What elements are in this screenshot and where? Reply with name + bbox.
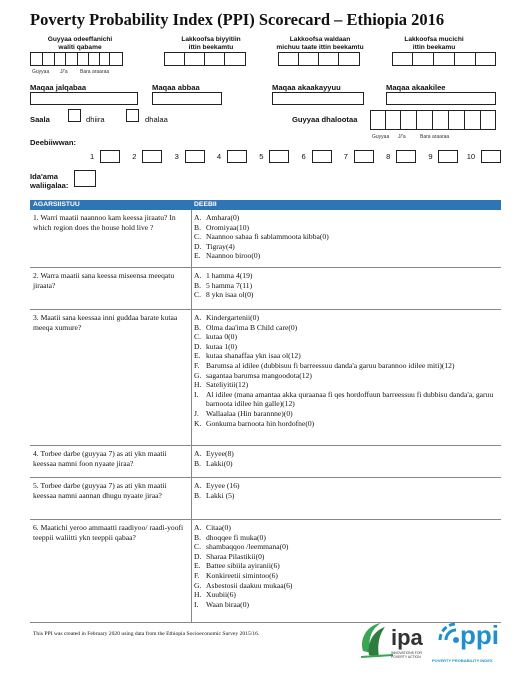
dob-sub-month: J/'a [398, 134, 406, 140]
ipa-logo [357, 619, 427, 663]
footer-note: This PPI was created in February 2020 using data from the Ethiopia Socioeconomic Survey 2015/16. [33, 631, 260, 637]
answer-option[interactable] [194, 380, 494, 390]
option-letter: C. [194, 290, 201, 300]
ppi-logo [432, 616, 508, 666]
answer-option[interactable] [194, 213, 494, 223]
answer-option[interactable] [194, 523, 494, 533]
answer-option[interactable] [194, 271, 494, 281]
option-text: Asbestosii daakuu mukaa(6) [206, 580, 293, 590]
answers-label: Deebiiwwan: [30, 138, 76, 147]
total-label-line: waliigalaa: [30, 181, 69, 190]
option-text: dhoqqee fi muka(0) [206, 532, 266, 542]
row-divider [30, 519, 501, 520]
option-letter: A. [194, 449, 202, 458]
question-text: 4. Torbee darbe (guyyaa 7) as ati ykn maatii keessaa namni foon nyaate jiraa? [33, 449, 167, 468]
answer-box[interactable] [481, 150, 501, 163]
header-field-country-id [166, 36, 256, 51]
page-title: Poverty Probability Index (PPI) Scorecard – Ethiopia 2016 [30, 10, 445, 29]
female-checkbox[interactable] [126, 109, 139, 122]
ipa-tagline [391, 651, 422, 659]
option-letter: B. [194, 322, 201, 332]
option-text: Al idilee (mana amantaa akka quraanaa fi qes hordoffuun barreessuu fi dubbisu danda'a, garuu barnoota idilee hin galle)(12) [206, 389, 494, 409]
male-label: dhiira [86, 115, 105, 124]
answer-options [194, 481, 494, 500]
father-name-label: Maqaa abbaa [152, 83, 200, 92]
question-text: 6. Maatichi yeroo ammaatti raadiyoo/ raadi-yoofi teeppii waliitti ykn teeppii qabaa? [33, 523, 184, 542]
answer-option[interactable] [194, 590, 494, 600]
answer-option[interactable] [194, 242, 494, 252]
first-name-label: Maqaa jalqabaa [30, 83, 87, 92]
answer-option[interactable] [194, 552, 494, 562]
header-field-child-id [394, 36, 474, 51]
answer-number-label: 3 [174, 152, 179, 161]
ppi-wordmark: ppi [460, 620, 499, 650]
total-score-label [30, 172, 68, 190]
question-text: 5. Torbee darbe (guyyaa 7) as ati ykn maatii keessaa namni aannan dhugu nyaate jiraa? [33, 481, 167, 500]
answer-box[interactable] [227, 150, 247, 163]
answer-option[interactable] [194, 332, 494, 342]
option-letter: G. [194, 580, 202, 590]
answer-option[interactable] [194, 223, 494, 233]
answer-option[interactable] [194, 481, 494, 491]
option-letter: B. [194, 280, 201, 290]
header-field-label: Guyyaa odeeffanichi [47, 36, 113, 43]
header-field-label: ittin beekamtu [188, 43, 234, 51]
date-of-birth-boxes[interactable] [370, 110, 496, 130]
answer-option[interactable] [194, 542, 494, 552]
answer-option[interactable] [194, 342, 494, 352]
answer-box[interactable] [312, 150, 332, 163]
date-sub-day: Guyyaa [32, 69, 50, 75]
sex-label: Saala [30, 115, 50, 124]
option-text: Wallaalaa (Hin barannne)(0) [206, 408, 293, 418]
col-answer-header: DEEBII [194, 201, 217, 208]
option-letter: E. [194, 561, 201, 571]
answer-option[interactable] [194, 561, 494, 571]
col-indicator-header: AGARSIISTUU [33, 201, 80, 208]
answer-option[interactable] [194, 390, 494, 409]
option-letter: E. [194, 351, 201, 361]
answer-option[interactable] [194, 581, 494, 591]
option-text: Eyyee (16) [206, 481, 240, 490]
answer-option[interactable] [194, 571, 494, 581]
answer-number-label: 9 [428, 152, 433, 161]
dob-sub-year: Bara araaraa [420, 134, 450, 140]
option-letter: H. [194, 590, 202, 600]
option-text: Olma daa'ima B Child care(0) [206, 322, 298, 332]
option-text: sagantaa barumsa mangoodota(12) [206, 370, 312, 380]
option-text: 5 hamma 7(11) [206, 280, 253, 290]
option-letter: A. [194, 271, 202, 280]
dob-sub-day: Guyyaa [372, 134, 390, 140]
option-text: Barumsa al idilee (dubbisuu fi barreessuu danda'a garuu barannoo idilee miti)(12) [206, 360, 455, 370]
option-text: Kindergartenii(0) [206, 313, 259, 322]
answer-option[interactable] [194, 491, 494, 501]
answer-option[interactable] [194, 533, 494, 543]
header-field-label: ittin beekamu [412, 43, 456, 51]
answer-option[interactable] [194, 232, 494, 242]
answer-option[interactable] [194, 351, 494, 361]
option-letter: E. [194, 251, 201, 261]
answer-option[interactable] [194, 449, 494, 459]
option-text: Konkireetii simintoo(6) [206, 570, 278, 580]
option-text: Battee sibiila ayiranii(6) [206, 561, 280, 571]
answer-options [194, 313, 494, 428]
answer-option[interactable] [194, 323, 494, 333]
answer-box[interactable] [396, 150, 416, 163]
header-field-label: waliti qabame [58, 43, 102, 51]
header-field-date-collected [36, 36, 124, 51]
answer-box[interactable] [269, 150, 289, 163]
option-text: Eyyee(8) [206, 449, 234, 458]
option-letter: B. [194, 458, 201, 468]
option-text: 1 hamma 4(19) [206, 271, 253, 280]
option-letter: A. [194, 213, 202, 222]
male-checkbox[interactable] [68, 109, 81, 122]
option-letter: A. [194, 313, 202, 322]
option-text: 8 ykn isaa ol(0) [206, 290, 254, 300]
option-letter: J. [194, 408, 199, 418]
answer-option[interactable] [194, 361, 494, 371]
answer-number-label: 8 [386, 152, 391, 161]
header-field-label: Lakkoofsa waldaan [289, 36, 351, 43]
answer-number-label: 4 [216, 152, 222, 161]
header-field-label: Lakkoofsa biyyitiin [181, 36, 241, 43]
answer-option[interactable] [194, 371, 494, 381]
option-letter: C. [194, 232, 201, 242]
answer-option[interactable] [194, 281, 494, 291]
date-sub-month: J/'a [60, 69, 68, 75]
ipa-wordmark: ipa [391, 625, 423, 650]
option-text: Sateliyitii(12) [206, 380, 249, 390]
answer-number-label: 7 [343, 152, 349, 161]
option-text: shambaqqoo /leemmana(0) [206, 542, 289, 552]
option-letter: I. [194, 389, 199, 399]
answer-options [194, 449, 494, 468]
option-text: Citaa(0) [206, 523, 231, 532]
option-letter: B. [194, 490, 201, 500]
answer-number-label: 5 [259, 152, 264, 161]
date-collected-boxes[interactable] [30, 52, 123, 66]
header-field-partner-id [270, 36, 370, 51]
answer-options [194, 523, 494, 609]
answer-option[interactable] [194, 419, 494, 429]
option-text: Lakki(0) [206, 458, 233, 468]
question-text: 1. Warri maatii naannoo kam keessa jiraatu? In which region does the house hold live ? [33, 213, 176, 232]
option-text: kutaa 0(0) [206, 332, 237, 342]
option-letter: B. [194, 222, 201, 232]
answer-options [194, 271, 494, 300]
table-header-bar [30, 200, 501, 210]
question-text: 2. Warra maatii sana keessa miseensa meeqatu jiraata? [33, 271, 175, 290]
option-letter: D. [194, 341, 202, 351]
row-divider [30, 445, 501, 446]
ipa-tagline-line: INNOVATIONS FOR [391, 651, 422, 655]
grandfather-name-field[interactable] [272, 92, 364, 105]
option-text: Naannoo biroo(0) [206, 251, 261, 261]
option-letter: F. [194, 570, 200, 580]
option-letter: K. [194, 418, 202, 428]
answer-box[interactable] [100, 150, 120, 163]
answer-box[interactable] [438, 150, 458, 163]
answer-box[interactable] [354, 150, 374, 163]
option-text: Naannoo sabaa fi sablammoota kibba(0) [206, 232, 329, 242]
option-letter: D. [194, 551, 202, 561]
answer-number-label: 1 [90, 152, 95, 161]
option-text: Gonkuma barnoota hin hordofne(0) [206, 418, 315, 428]
answer-number-label: 2 [132, 152, 137, 161]
option-letter: H. [194, 380, 202, 390]
answer-box[interactable] [142, 150, 162, 163]
option-text: kutaa 1(0) [206, 341, 237, 351]
option-letter: G. [194, 370, 202, 380]
option-text: kutaa shanaffaa ykn isaa ol(12) [206, 351, 301, 361]
row-divider [30, 477, 501, 478]
option-letter: I. [194, 599, 199, 609]
option-text: Amhara(0) [206, 213, 240, 222]
option-letter: A. [194, 523, 202, 532]
option-text: Lakki (5) [206, 490, 235, 500]
option-text: Tigray(4) [206, 241, 235, 251]
table-column-divider [191, 210, 192, 622]
option-letter: B. [194, 532, 201, 542]
option-text: Xuubii(6) [206, 590, 236, 600]
total-score-field[interactable] [74, 170, 96, 187]
answer-box[interactable] [185, 150, 205, 163]
question-text: 3. Maatii sana keessaa inni guddaa barate kutaa meeqa xumure? [33, 313, 178, 332]
answer-number-label: 10 [466, 152, 476, 161]
country-id-boxes[interactable] [164, 52, 246, 66]
answer-option[interactable] [194, 409, 494, 419]
row-divider [30, 309, 501, 310]
first-name-field[interactable] [30, 92, 138, 105]
date-sub-year: Bara araaraa [80, 69, 110, 75]
option-letter: C. [194, 332, 201, 342]
grandfather-name-label: Maqaa akaakayyuu [272, 83, 341, 92]
option-letter: A. [194, 481, 202, 490]
answer-options [194, 213, 494, 261]
great-grandfather-name-label: Maqaa akaakilee [386, 83, 446, 92]
option-text: Sharaa Pilastikii(0) [206, 551, 265, 561]
option-text: Waan biraa(0) [206, 599, 250, 609]
header-field-label: michuu taate ittin beekamtu [276, 43, 364, 51]
answer-option[interactable] [194, 251, 494, 261]
partner-id-boxes[interactable] [278, 52, 360, 66]
child-id-boxes[interactable] [392, 52, 496, 66]
header-field-label: Lakkoofsa mucichi [404, 36, 464, 43]
option-letter: D. [194, 241, 202, 251]
answer-option[interactable] [194, 459, 494, 469]
father-name-field[interactable] [152, 92, 222, 105]
great-grandfather-name-field[interactable] [386, 92, 496, 105]
ipa-tagline-line: POVERTY ACTION [391, 655, 421, 659]
female-label: dhalaa [145, 115, 168, 124]
option-letter: F. [194, 360, 200, 370]
date-of-birth-label: Guyyaa dhalootaa [292, 115, 358, 124]
total-label-line: Ida'ama [30, 172, 58, 181]
ppi-tagline: POVERTY PROBABILITY INDEX [432, 658, 493, 663]
row-divider [30, 267, 501, 268]
row-divider [30, 622, 501, 623]
answer-option[interactable] [194, 290, 494, 300]
option-text: Oromiyaa(10) [206, 222, 250, 232]
answer-option[interactable] [194, 313, 494, 323]
option-letter: C. [194, 542, 201, 552]
answer-number-label: 6 [301, 152, 306, 161]
answer-option[interactable] [194, 600, 494, 610]
